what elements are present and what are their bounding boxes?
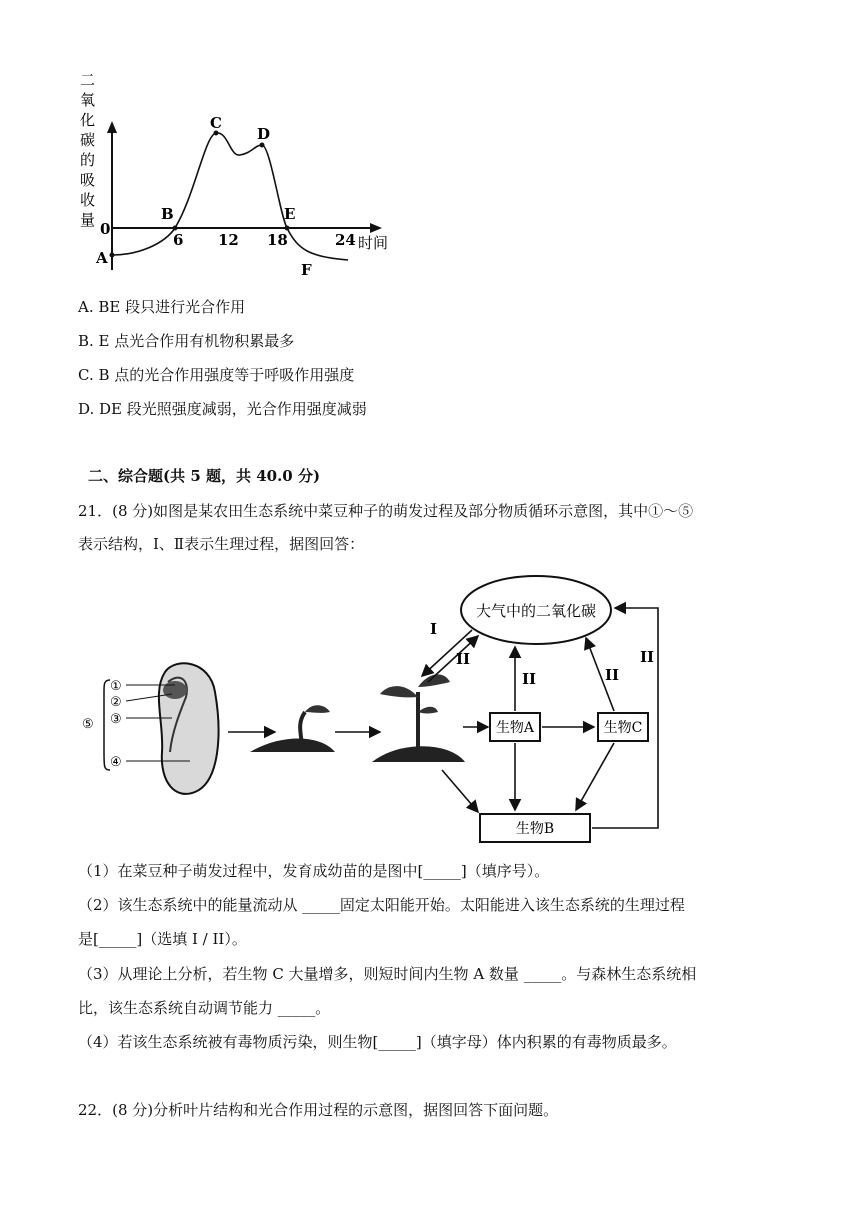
- q21-part1: （1）在菜豆种子萌发过程中，发育成幼苗的是图中[_____]（填序号）。: [78, 862, 550, 880]
- q21-part2-line2: 是[_____]（选填 I / II）。: [78, 930, 247, 948]
- label-E: E: [284, 205, 296, 223]
- point-E: [285, 226, 290, 231]
- sprout-illustration: [250, 705, 335, 752]
- x-tick: 12: [218, 231, 239, 249]
- atmosphere-label: 大气中的二氧化碳: [475, 602, 597, 620]
- label-F: F: [301, 261, 312, 279]
- label-process-II-B: II: [640, 648, 655, 666]
- option-b: B. E 点光合作用有机物积累最多: [78, 332, 295, 350]
- x-tick: 18: [267, 231, 288, 249]
- x-axis-arrow: [370, 223, 382, 233]
- y-label-char: 吸: [80, 171, 96, 189]
- q21-part3-line2: 比，该生态系统自动调节能力 _____。: [78, 999, 331, 1017]
- option-a: A. BE 段只进行光合作用: [78, 298, 246, 316]
- origin-label: 0: [100, 220, 111, 238]
- marker-4: ④: [110, 755, 122, 770]
- y-axis-arrow: [107, 121, 117, 133]
- option-c: C. B 点的光合作用强度等于呼吸作用强度: [78, 366, 355, 384]
- y-label-char: 收: [80, 191, 96, 209]
- option-d: D. DE 段光照强度减弱，光合作用强度减弱: [78, 400, 367, 418]
- arrow-plant-to-atmo: [428, 636, 478, 682]
- label-D: D: [257, 125, 271, 143]
- organism-A-label: 生物A: [495, 720, 535, 736]
- x-tick: 6: [173, 231, 184, 249]
- organism-B-label: 生物B: [515, 821, 555, 837]
- q22-stem: 22．(8 分)分析叶片结构和光合作用过程的示意图，据图回答下面问题。: [78, 1101, 559, 1119]
- ecosystem-diagram: [80, 572, 670, 847]
- x-axis-label: 时间: [358, 234, 389, 252]
- point-A: [110, 253, 115, 258]
- organism-C-label: 生物C: [603, 720, 643, 736]
- point-B: [173, 226, 178, 231]
- y-label-char: 化: [80, 111, 96, 129]
- marker-5: ⑤: [82, 717, 94, 732]
- label-B: B: [161, 205, 174, 223]
- arrow-C-to-B: [576, 743, 614, 810]
- q21-part3-line1: （3）从理论上分析，若生物 C 大量增多，则短时间内生物 A 数量 _____。与森林生态系统相: [78, 965, 697, 983]
- label-A: A: [96, 249, 108, 267]
- label-C: C: [210, 114, 222, 132]
- point-D: [260, 143, 265, 148]
- label-process-I: I: [430, 620, 438, 638]
- label-process-II-A: II: [522, 670, 537, 688]
- y-label-char: 碳: [80, 131, 96, 149]
- label-process-II-plant: II: [456, 650, 471, 668]
- co2-absorption-graph: [70, 65, 410, 295]
- q21-stem-line2: 表示结构，Ⅰ、Ⅱ表示生理过程，据图回答：: [78, 535, 365, 553]
- seed-labels: [82, 679, 122, 770]
- marker-2: ②: [110, 695, 122, 710]
- section-heading: 二、综合题(共 5 题，共 40.0 分): [88, 467, 321, 485]
- y-axis-label: [80, 71, 95, 229]
- q21-stem-line1: 21．(8 分)如图是某农田生态系统中菜豆种子的萌发过程及部分物质循环示意图，其中①～⑤: [78, 502, 694, 520]
- marker-1: ①: [110, 679, 122, 694]
- marker-3: ③: [110, 712, 122, 727]
- q21-part2-line1: （2）该生态系统中的能量流动从 _____固定太阳能开始。太阳能进入该生态系统的生理过程: [78, 896, 685, 914]
- y-label-char: 的: [80, 151, 96, 169]
- q21-part4: （4）若该生态系统被有毒物质污染，则生物[_____]（填字母）体内积累的有毒物质最多。: [78, 1033, 677, 1051]
- x-tick: 24: [335, 231, 356, 249]
- y-label-char: 氧: [80, 91, 96, 109]
- arrow-seedling-to-B: [442, 770, 478, 812]
- label-process-II-C: II: [605, 666, 620, 684]
- y-label-char: 量: [80, 211, 96, 229]
- bean-seed: [159, 663, 219, 794]
- seedling-illustration: [372, 674, 465, 762]
- y-label-char: 二: [80, 71, 96, 89]
